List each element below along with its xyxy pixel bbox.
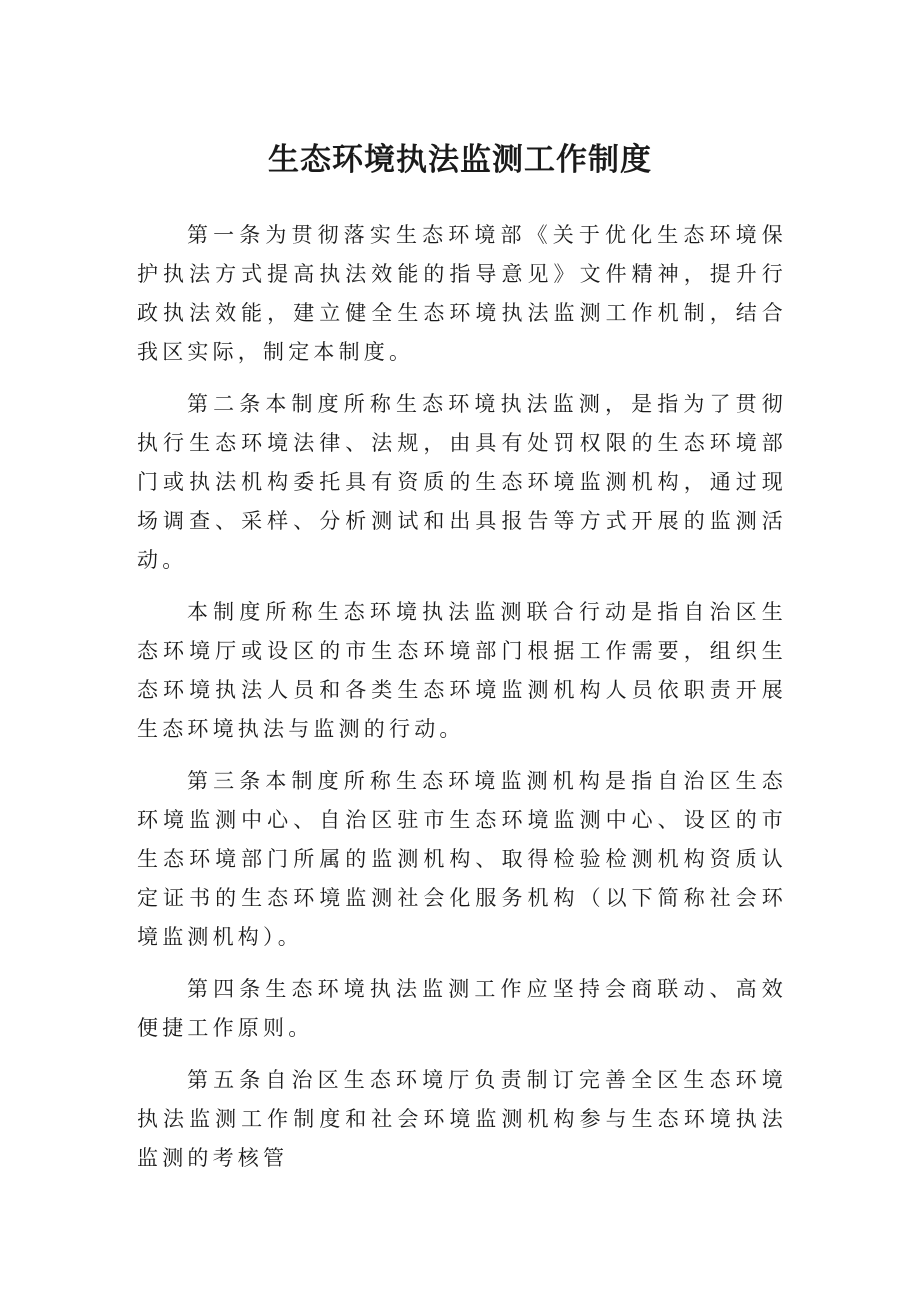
document-body — [137, 216, 787, 1191]
paragraph-article-4: 第四条生态环境执法监测工作应坚持会商联动、高效便捷工作原则。 — [137, 977, 787, 1040]
document-title: 生态环境执法监测工作制度 — [268, 142, 652, 178]
paragraph-article-2: 第二条本制度所称生态环境执法监测，是指为了贯彻执行生态环境法律、法规，由具有处罚权限的生态环境部门或执法机构委托具有资质的生态环境监测机构，通过现场调查、采样、分析测试和出具报告等方式开展的监测活动。 — [137, 392, 787, 572]
paragraph-article-1: 第一条为贯彻落实生态环境部《关于优化生态环境保护执法方式提高执法效能的指导意见》文件精神，提升行政执法效能，建立健全生态环境执法监测工作机制，结合我区实际，制定本制度。 — [137, 223, 787, 364]
paragraph-article-3: 第三条本制度所称生态环境监测机构是指自治区生态环境监测中心、自治区驻市生态环境监测中心、设区的市生态环境部门所属的监测机构、取得检验检测机构资质认定证书的生态环境监测社会化服务机构（以下简称社会环境监测机构）。 — [137, 769, 787, 949]
paragraph-article-5: 第五条自治区生态环境厅负责制订完善全区生态环境执法监测工作制度和社会环境监测机构参与生态环境执法监测的考核管 — [137, 1068, 787, 1170]
paragraph-article-2-joint-action: 本制度所称生态环境执法监测联合行动是指自治区生态环境厅或设区的市生态环境部门根据工作需要，组织生态环境执法人员和各类生态环境监测机构人员依职责开展生态环境执法与监测的行动。 — [137, 600, 787, 741]
